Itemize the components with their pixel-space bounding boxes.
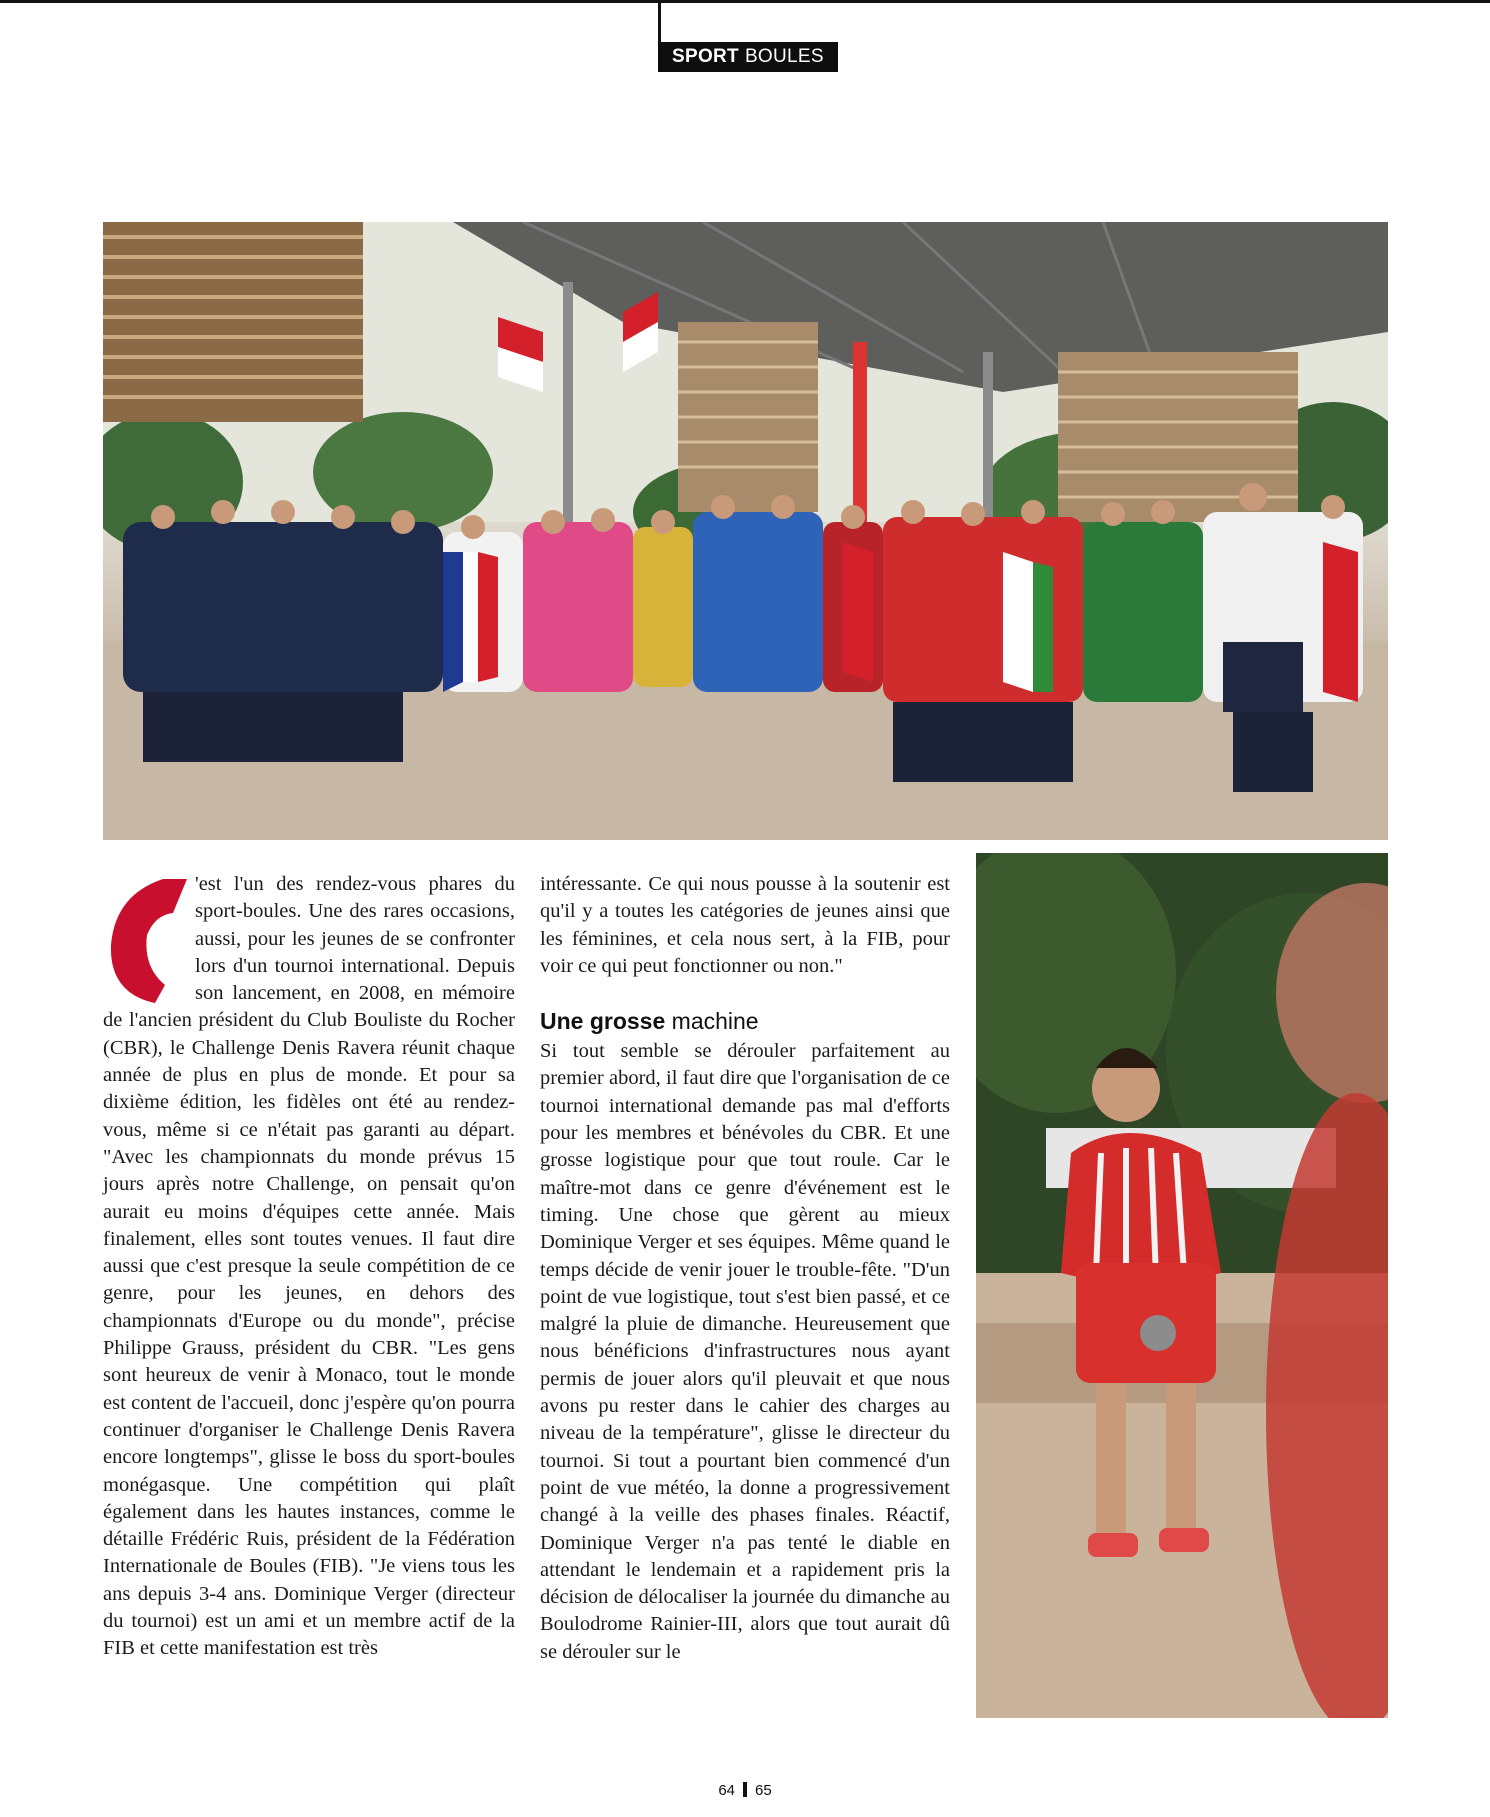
section-label-bold: SPORT xyxy=(672,46,739,67)
player-photo-illustration xyxy=(976,853,1388,1718)
tab-stem xyxy=(658,0,661,44)
article-subhead xyxy=(540,1008,950,1034)
top-rule xyxy=(0,0,1490,3)
article-column-2-intro: intéressante. Ce qui nous pousse à la soutenir est qu'il y a toutes les catégories de jeunes ainsi que les féminines, et cela nous sert, à la FIB, pour voir ce qui peut fonctionner ou non." xyxy=(540,873,950,977)
page-number-right: 65 xyxy=(755,1782,772,1799)
article-column-1-text: 'est l'un des rendez-vous phares du sport-boules. Une des rares occasions, aussi, pour les jeunes de se confronter lors d'un tournoi international. Depuis son lancement, en 2008, en mémoire de l'ancien président du Club Bouliste du Rocher (CBR), le Challenge Denis Ravera réunit chaque année de plus en plus de monde. Et pour sa dixième édition, les fidèles ont été au rendez-vous, même si ce n'était pas garanti au départ. "Avec les championnats du monde prévus 15 jours après notre Challenge, on pensait qu'on aurait eu moins d'équipes cette année. Mais finalement, elles sont toutes venues. Il faut dire aussi que c'est presque la seule compétition de ce genre, pour les jeunes, en dehors des championnats d'Europe ou du monde", précise Philippe Grauss, président du CBR. "Les gens sont heureux de venir à Monaco, tout le monde est content de l'accueil, donc j'espère qu'on pourra continuer d'organiser le Challenge Denis Ravera encore longtemps", glisse le boss du sport-boules monégasque. Une compétition qui plaît également dans les hautes instances, comme le détaille Frédéric Ruis, président de la Fédération Internationale de Boules (FIB). "Je viens tous les ans depuis 3-4 ans. Dominique Verger (directeur du tournoi) est un ami et un membre actif de la FIB et cette manifestation est très xyxy=(103,873,515,1660)
section-label-light: BOULES xyxy=(744,46,824,67)
article-subhead-light: machine xyxy=(671,1008,759,1035)
page-folio xyxy=(0,1782,1490,1799)
article-column-2-body: Si tout semble se dérouler parfaitement au premier abord, il faut dire que l'organisation de ce tournoi international demande pas mal d'efforts pour les membres et bénévoles du CBR. Et une grosse logistique pour que tout roule. Car le maître-mot dans ce genre d'événement est le timing. Une chose que gèrent au mieux Dominique Verger et ses équipes. Même quand le temps décide de venir jouer le trouble-fête. "D'un point de vue logistique, tout s'est bien passé, et ce malgré la pluie de dimanche. Heureusement que nous bénéficions d'infrastructures nous ayant permis de jouer alors qu'il pleuvait et que nous avons pu rester dans le cahier des charges au niveau de la température", glisse le directeur du tournoi. Si tout a pourtant bien commencé d'un point de vue météo, la donne a progressivement changé à la veille des phases finales. Réactif, Dominique Verger n'a pas tenté le diable en attendant le lendemain et a rapidement pris la décision de délocaliser la journée du dimanche au Boulodrome Rainier-III, alors que tout aurait dû se dérouler sur le xyxy=(540,1040,950,1663)
folio-separator xyxy=(743,1782,747,1797)
player-photo xyxy=(976,853,1388,1718)
article-subhead-bold: Une grosse xyxy=(540,1008,666,1035)
dropcap-c xyxy=(103,875,187,1005)
group-photo-illustration xyxy=(103,222,1388,840)
article-column-2 xyxy=(540,871,950,1666)
page-number-left: 64 xyxy=(718,1782,735,1799)
group-photo xyxy=(103,222,1388,840)
section-tab xyxy=(658,42,838,72)
article-column-1 xyxy=(103,871,515,1663)
